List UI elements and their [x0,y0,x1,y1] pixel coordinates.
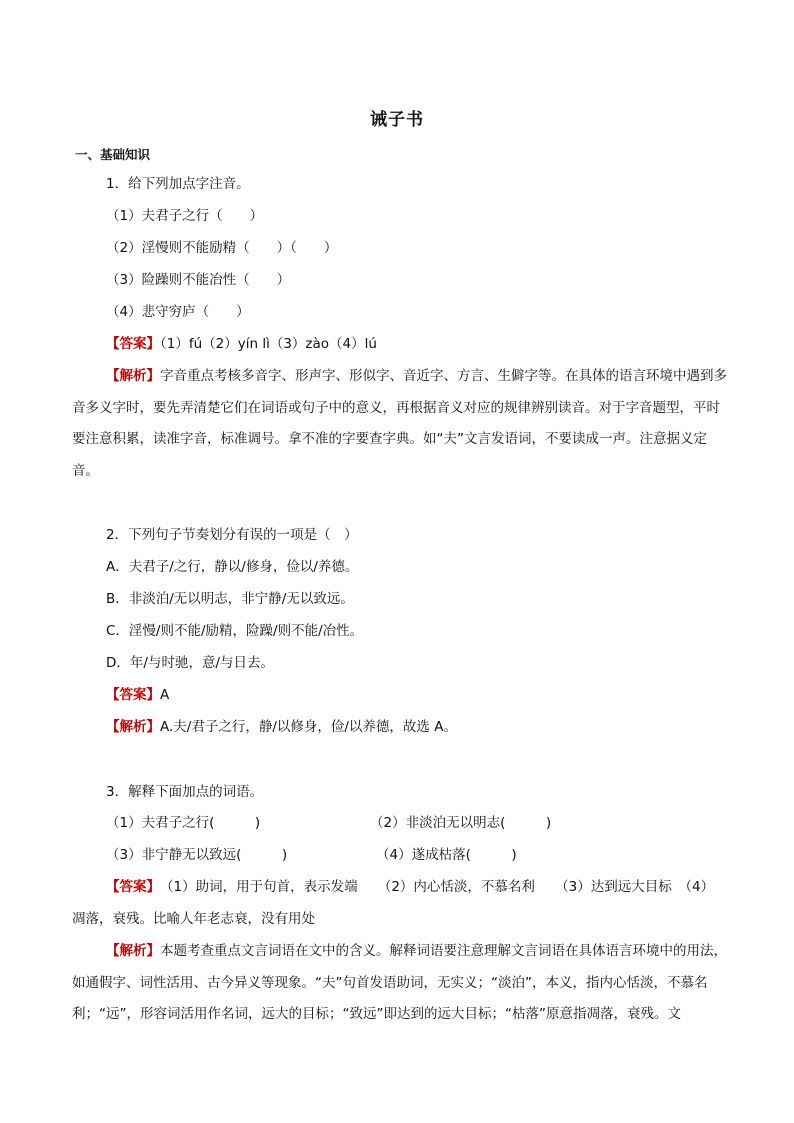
q1-item-3: （3）险躁则不能冶性（ ） [106,272,291,288]
q1-answer-text: （1）fú（2）yín lì（3）zào（4）lú [160,336,377,352]
q3-item-3: （3）非宁静无以致远( ) [106,847,288,863]
q1-item-4: （4）悲守穷庐（ ） [106,304,250,320]
q1-analysis [72,361,727,487]
page-title: 诫子书 [370,110,424,130]
q1-item-1: （1）夫君子之行（ ） [106,208,264,224]
q2-option-d: D．年/与时驰，意/与日去。 [106,655,274,671]
q3-answer-text: （1）助词，用于句首，表示发端 （2）内心恬淡，不慕名利 （3）达到远大目标 （4）凋落，衰残。比喻人年老志衰，没有用处 [72,879,715,927]
answer-tag: 【答案】 [106,336,160,352]
q2-option-b: B．非淡泊/无以明志，非宁静/无以致远。 [106,591,354,607]
answer-tag: 【答案】 [106,879,154,895]
q2-analysis-text: A.夫/君子之行，静/以修身，俭/以养德，故选 A。 [160,719,457,735]
section-heading: 一、基础知识 [75,147,151,162]
q2-stem: 2．下列句子节奏划分有误的一项是（ ） [106,527,358,543]
q3-item-1: （1）夫君子之行( ) [106,815,261,831]
q3-item-4: （4）遂成枯落( ) [376,847,517,863]
q1-answer [106,334,377,354]
q3-analysis-text: 本题考查重点文言词语在文中的含义。解释词语要注意理解文言词语在具体语言环境中的用法，如通假字、词性活用、古今异义等现象。“夫”句首发语助词，无实义；“淡泊”，本义，指内心恬淡，不慕名利；“远”，形容词活用作名词，远大的目标；“致远”即达到的远大目标；“枯落”原意指凋落，衰残。文 [72,943,727,1022]
analysis-tag: 【解析】 [106,943,160,959]
q2-analysis [106,717,457,737]
q3-analysis [72,936,727,1031]
q1-stem: 1．给下列加点字注音。 [106,176,250,192]
q3-stem: 3．解释下面加点的词语。 [106,784,264,800]
q1-analysis-text: 字音重点考核多音字、形声字、形似字、音近字、方言、生僻字等。在具体的语言环境中遇到多音多义字时，要先弄清楚它们在词语或句子中的意义，再根据音义对应的规律辨别读音。对于字音题型，平时要注意积累，读准字音，标准调号。拿不准的字要查字典。如“夫”文言发语词，不要读成一声。注意据义定音。 [72,368,727,479]
q2-option-c: C．淫慢/则不能/励精，险躁/则不能/冶性。 [106,623,364,639]
q3-answer [72,872,727,935]
analysis-tag: 【解析】 [106,368,160,384]
q3-item-2: （2）非淡泊无以明志( ) [370,815,552,831]
analysis-tag: 【解析】 [106,719,160,735]
q2-answer [106,685,169,705]
answer-tag: 【答案】 [106,687,160,703]
q2-option-a: A．夫君子/之行，静以/修身，俭以/养德。 [106,559,359,575]
q2-answer-text: A [160,687,170,703]
q1-item-2: （2）淫慢则不能励精（ ）（ ） [106,240,338,256]
